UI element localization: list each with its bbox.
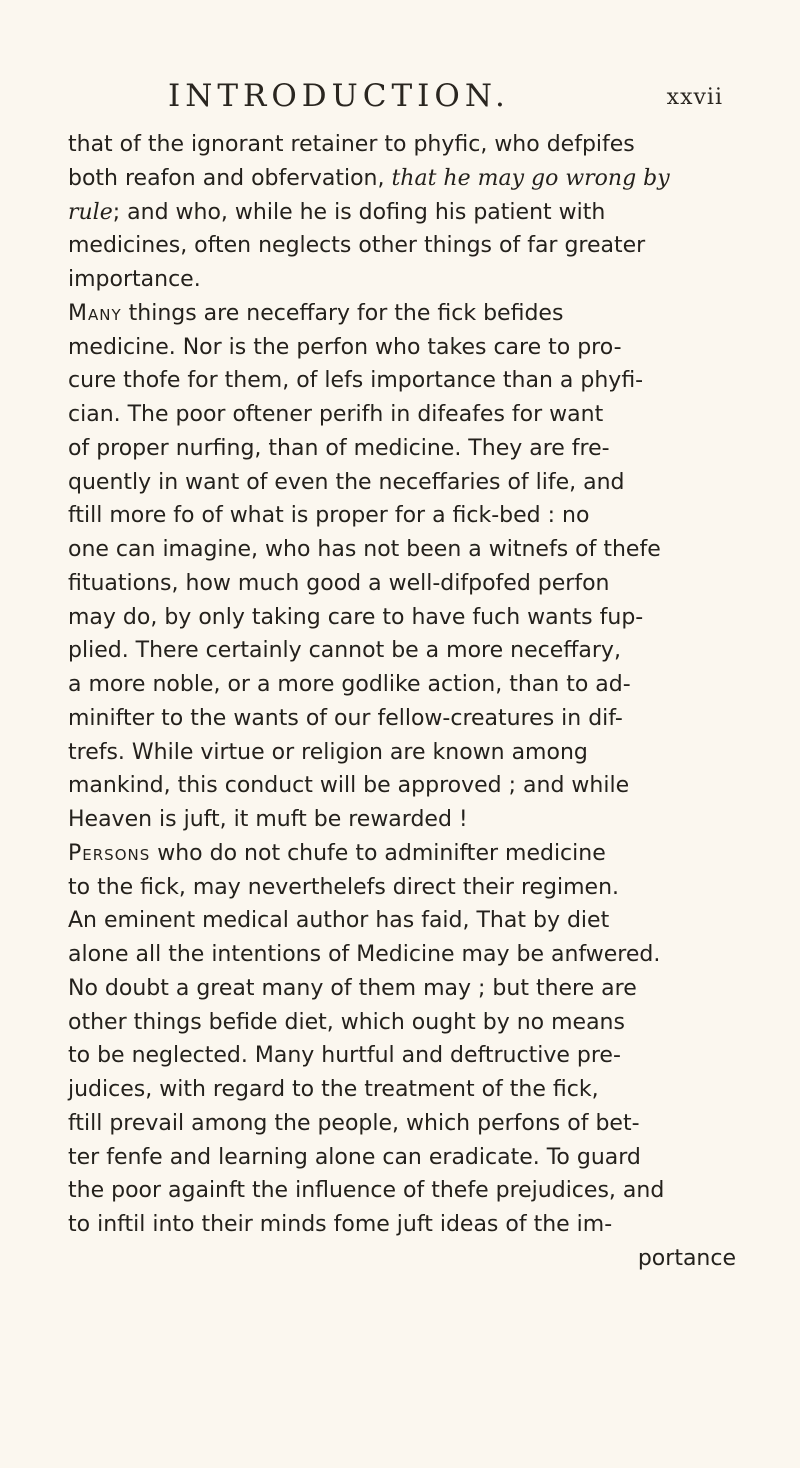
text-line — [68, 364, 738, 398]
text-run: Heaven is juft, it muft be rewarded ! — [68, 807, 468, 832]
text-run: the poor againft the influence of thefe prejudices, and — [68, 1178, 665, 1204]
text-run: judices, with regard to the treatment of the fick, — [68, 1077, 599, 1102]
text-run: other things befide diet, which ought by no means — [68, 1009, 625, 1035]
text-run: medicine. Nor is the perfon who takes care to pro- — [68, 334, 622, 360]
small-caps-run: Persons — [68, 840, 151, 866]
italic-run: rule — [68, 199, 113, 225]
text-run: No doubt a great many of them may ; but there are — [68, 975, 637, 1001]
text-line — [68, 466, 738, 500]
text-line — [68, 769, 738, 803]
text-run: things are neceffary for the fick befides — [121, 300, 564, 326]
text-run: who do not chufe to adminifter medicine — [150, 840, 606, 866]
text-line — [68, 803, 738, 837]
text-run: a more noble, or a more godlike action, than to ad- — [68, 672, 631, 697]
text-line — [68, 128, 738, 162]
text-line — [68, 904, 738, 938]
text-run: alone all the intentions of Medicine may be anfwered. — [68, 942, 661, 967]
text-line — [68, 1174, 738, 1208]
text-line — [68, 1039, 738, 1073]
text-line — [68, 702, 738, 736]
running-title: INTRODUCTION. — [168, 78, 510, 114]
text-run: one can imagine, who has not been a witnefs of thefe — [68, 537, 661, 562]
text-line — [68, 634, 738, 668]
text-run: An eminent medical author has faid, That by diet — [68, 908, 610, 934]
text-line — [68, 162, 738, 196]
text-line — [68, 871, 738, 905]
text-line — [68, 196, 738, 230]
text-run: quently in want of even the neceffaries of life, and — [68, 469, 625, 495]
text-run: of proper nurfing, than of medicine. They are fre- — [68, 435, 610, 461]
text-line — [68, 398, 738, 432]
text-line — [68, 601, 738, 635]
text-run: that of the ignorant retainer to phyfic, who defpifes — [68, 132, 635, 157]
text-line — [68, 736, 738, 770]
text-line — [68, 297, 738, 331]
text-line — [68, 1006, 738, 1040]
text-line — [68, 1073, 738, 1107]
body-text — [68, 128, 738, 1276]
text-line — [68, 668, 738, 702]
text-run: fituations, how much good a well-difpofed perfon — [68, 570, 610, 596]
text-line — [68, 331, 738, 365]
italic-run: that he may go wrong by — [391, 165, 670, 191]
text-run: cian. The poor oftener perifh in difeafes for want — [68, 402, 604, 427]
text-run: medicines, often neglects other things of far greater — [68, 233, 646, 259]
text-run: trefs. While virtue or religion are known among — [68, 739, 588, 765]
text-run: ; and who, while he is dofing his patient with — [112, 199, 606, 225]
text-run: plied. There certainly cannot be a more neceffary, — [68, 638, 621, 664]
page-number: xxvii — [666, 85, 723, 110]
text-run: both reafon and obfervation, — [68, 165, 392, 191]
text-run: ftill more fo of what is proper for a fick-bed : no — [68, 503, 590, 529]
text-line — [68, 533, 738, 567]
text-run: to be neglected. Many hurtful and deftructive pre- — [68, 1043, 621, 1069]
text-run: mankind, this conduct will be approved ; and while — [68, 773, 630, 799]
text-run: ter fenfe and learning alone can eradicate. To guard — [68, 1144, 641, 1170]
text-line — [68, 263, 738, 297]
small-caps-run: Many — [68, 300, 122, 326]
text-run: to inftil into their minds fome juft ideas of the im- — [68, 1212, 613, 1237]
text-run: cure thofe for them, of lefs importance than a phyfi- — [68, 368, 644, 394]
text-run: to the fick, may neverthelefs direct their regimen. — [68, 874, 620, 900]
text-line — [68, 432, 738, 466]
text-run: ftill prevail among the people, which perfons of bet- — [68, 1110, 640, 1136]
text-run: importance. — [68, 267, 201, 292]
text-line — [68, 567, 738, 601]
text-line — [68, 1141, 738, 1175]
page-header — [168, 75, 728, 117]
text-line — [68, 837, 738, 871]
text-line — [68, 972, 738, 1006]
catchword: portance — [637, 1245, 736, 1271]
text-line — [68, 1107, 738, 1141]
text-line — [68, 1208, 738, 1242]
text-line — [68, 499, 738, 533]
text-line — [68, 229, 738, 263]
text-line — [68, 938, 738, 972]
text-run: minifter to the wants of our fellow-creatures in dif- — [68, 705, 623, 731]
text-run: may do, by only taking care to have fuch wants fup- — [68, 604, 644, 630]
